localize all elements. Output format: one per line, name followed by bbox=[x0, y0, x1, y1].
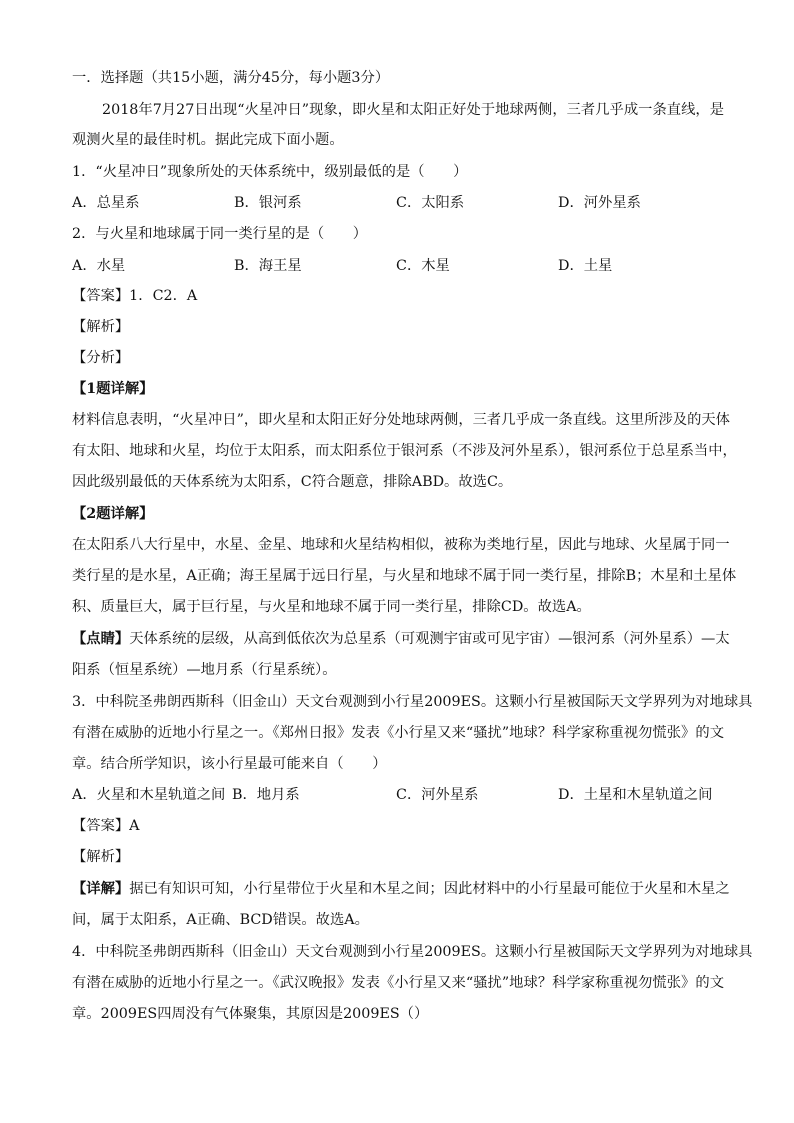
material-line-2: 观测火星的最佳时机。据此完成下面小题。 bbox=[72, 132, 344, 148]
question-4-stem-line-2: 有潜在威胁的近地小行星之一。《武汉晚报》发表《小行星又来“骚扰”地球？科学家称重视勿慌张》的文 bbox=[72, 975, 724, 991]
q2-option-d: D．土星 bbox=[558, 258, 613, 274]
q3-option-b: B．地月系 bbox=[232, 787, 300, 803]
q1-option-d: D．河外星系 bbox=[558, 195, 641, 211]
q2-option-a: A．水星 bbox=[72, 258, 126, 274]
question-3-stem-line-2: 有潜在威胁的近地小行星之一。《郑州日报》发表《小行星又来“骚扰”地球？科学家称重视勿慌张》的文 bbox=[72, 725, 724, 741]
q3-option-c: C．河外星系 bbox=[396, 787, 479, 803]
q2-option-b: B．海王星 bbox=[234, 258, 302, 274]
q1-option-b: B．银河系 bbox=[234, 195, 302, 211]
fenxi-label: 【分析】 bbox=[72, 350, 130, 366]
detail-3-text-1: 据已有知识可知，小行星带位于火星和木星之间；因此材料中的小行星最可能位于火星和木星之 bbox=[129, 881, 730, 897]
detail-3-line-2: 间，属于太阳系，A正确、BCD错误。故选A。 bbox=[72, 912, 369, 928]
detail-1-title: 【1题详解】 bbox=[72, 381, 154, 397]
question-3-stem-line-1: 3．中科院圣弗朗西斯科（旧金山）天文台观测到小行星2009ES。这颗小行星被国际天文学界列为对地球具 bbox=[72, 694, 753, 710]
question-1-stem: 1．“火星冲日”现象所处的天体系统中，级别最低的是（ ） bbox=[72, 164, 468, 180]
dianjing-text-1: 天体系统的层级，从高到低依次为总星系（可观测宇宙或可见宇宙）—银河系（河外星系）—太 bbox=[129, 631, 730, 647]
section-header: 一．选择题（共15小题，满分45分，每小题3分） bbox=[72, 70, 390, 86]
material-line-1: 2018年7月27日出现“火星冲日”现象，即火星和太阳正好处于地球两侧，三者几乎成一条直线，是 bbox=[102, 102, 724, 118]
question-2-stem: 2．与火星和地球属于同一类行星的是（ ） bbox=[72, 226, 368, 242]
detail-3-line-1 bbox=[72, 879, 730, 899]
dianjing-label: 【点睛】 bbox=[72, 631, 130, 647]
q2-option-c: C．木星 bbox=[396, 258, 450, 274]
question-3-stem-line-3: 章。结合所学知识，该小行星最可能来自（ ） bbox=[72, 756, 387, 772]
detail-3-label: 【详解】 bbox=[72, 881, 130, 897]
detail-2-line-1: 在太阳系八大行星中，水星、金星、地球和火星结构相似，被称为类地行星，因此与地球、火星属于同一 bbox=[72, 537, 730, 553]
answer-1-2: 【答案】1．C2．A bbox=[72, 288, 198, 304]
detail-2-line-2: 类行星的是水星，A正确；海王星属于远日行星，与火星和地球不属于同一类行星，排除B；木星和土星体 bbox=[72, 568, 737, 584]
detail-2-title: 【2题详解】 bbox=[72, 506, 154, 522]
answer-3: 【答案】A bbox=[72, 818, 140, 834]
question-4-stem-line-3: 章。2009ES四周没有气体聚集，其原因是2009ES（） bbox=[72, 1006, 429, 1022]
q1-option-c: C．太阳系 bbox=[396, 195, 465, 211]
detail-1-line-3: 因此级别最低的天体系统为太阳系，C符合题意，排除ABD。故选C。 bbox=[72, 474, 513, 490]
q3-option-a: A．火星和木星轨道之间 bbox=[72, 787, 226, 803]
dianjing-line-1 bbox=[72, 629, 730, 649]
q3-option-d: D．土星和木星轨道之间 bbox=[558, 787, 713, 803]
question-4-stem-line-1: 4．中科院圣弗朗西斯科（旧金山）天文台观测到小行星2009ES。这颗小行星被国际天文学界列为对地球具 bbox=[72, 944, 753, 960]
q1-option-a: A．总星系 bbox=[72, 195, 140, 211]
detail-1-line-1: 材料信息表明，“火星冲日”，即火星和太阳正好分处地球两侧，三者几乎成一条直线。这里所涉及的天体 bbox=[72, 412, 730, 428]
dianjing-line-2: 阳系（恒星系统）—地月系（行星系统）。 bbox=[72, 662, 337, 678]
analysis-label-3: 【解析】 bbox=[72, 849, 130, 865]
detail-2-line-3: 积、质量巨大，属于巨行星，与火星和地球不属于同一类行星，排除CD。故选A。 bbox=[72, 599, 591, 615]
detail-1-line-2: 有太阳、地球和火星，均位于太阳系，而太阳系位于银河系（不涉及河外星系），银河系位于总星系当中， bbox=[72, 443, 737, 459]
analysis-label-1: 【解析】 bbox=[72, 319, 130, 335]
